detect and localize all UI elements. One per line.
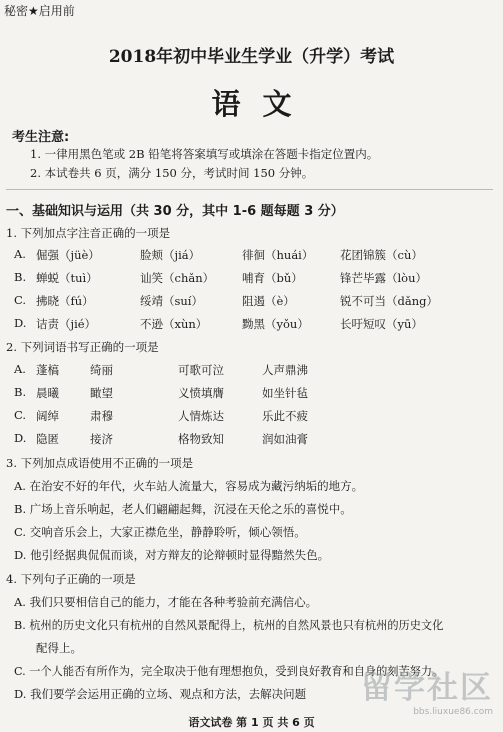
option-cell: 蝉蜕（tuì） — [36, 271, 98, 285]
option-cell: 润如油膏 — [262, 432, 308, 446]
option-cell: 锐不可当（dǎng） — [340, 294, 438, 308]
notice-heading: 考生注意: — [12, 130, 70, 145]
question-stem: 3. 下列加点成语使用不正确的一项是 — [6, 456, 194, 470]
option-cell: 拂晓（fú） — [36, 294, 94, 308]
option-cell: 诘责（jié） — [36, 317, 97, 331]
option-line: C. 一个人能否有所作为，完全取决于他有理想抱负，受到良好教育和自身的刻苦努力。 — [14, 665, 444, 678]
page-footer: 语文试卷 第 1 页 共 6 页 — [188, 716, 315, 729]
question-stem: 4. 下列句子正确的一项是 — [6, 572, 136, 586]
option-cell: 肃穆 — [90, 409, 113, 423]
option-cell: 锋芒毕露（lòu） — [340, 271, 428, 285]
option-label: C. — [14, 293, 27, 307]
option-cell: 花团锦簇（cù） — [340, 248, 423, 262]
option-label: A. — [14, 362, 26, 376]
question-stem: 1. 下列加点字注音正确的一项是 — [6, 226, 171, 240]
option-line-continuation: 配得上。 — [36, 641, 82, 655]
option-line: B. 广场上音乐响起，老人们翩翩起舞，沉浸在天伦之乐的喜悦中。 — [14, 502, 352, 516]
option-label: B. — [14, 270, 27, 284]
option-cell: 长吁短叹（yū） — [340, 317, 423, 331]
option-label: C. — [14, 408, 27, 422]
option-cell: 隐匿 — [36, 432, 59, 446]
option-cell: 人情炼达 — [178, 409, 224, 423]
option-cell: 绥靖（suí） — [140, 294, 203, 308]
option-line: B. 杭州的历史文化只有杭州的自然风景配得上，杭州的自然风景也只有杭州的历史文化 — [14, 619, 444, 632]
option-cell: 人声鼎沸 — [262, 363, 308, 377]
option-cell: 讪笑（chǎn） — [140, 271, 215, 285]
question-stem: 2. 下列词语书写正确的一项是 — [6, 340, 159, 354]
watermark-logo-text: 留学社区 — [361, 670, 493, 706]
option-line: A. 在治安不好的年代，火车站人流量大，容易成为藏污纳垢的地方。 — [14, 479, 364, 493]
subject-title: 语文 — [211, 87, 314, 121]
option-line: D. 他引经据典侃侃而谈，对方辩友的论辩顿时显得黯然失色。 — [14, 548, 330, 562]
option-label: B. — [14, 385, 27, 399]
option-cell: 如坐针毡 — [262, 386, 308, 400]
option-cell: 义愤填膺 — [178, 386, 224, 400]
notice-item: 2. 本试卷共 6 页，满分 150 分，考试时间 150 分钟。 — [30, 166, 314, 180]
watermark — [361, 662, 493, 717]
option-cell: 哺育（bǔ） — [242, 271, 303, 285]
option-cell: 乐此不疲 — [262, 409, 308, 423]
secret-label: 秘密★启用前 — [4, 4, 75, 18]
option-cell: 阻遏（è） — [242, 294, 295, 308]
option-cell: 脸颊（jiá） — [140, 248, 201, 262]
option-cell: 不逊（xùn） — [140, 317, 208, 331]
option-line: C. 交响音乐会上，大家正襟危坐，静静聆听，倾心领悟。 — [14, 525, 306, 539]
option-label: A. — [14, 247, 26, 261]
option-label: D. — [14, 316, 27, 330]
option-line: A. 我们只要相信自己的能力，才能在各种考验前充满信心。 — [14, 595, 318, 609]
option-cell: 格物致知 — [178, 432, 224, 446]
option-cell: 晨曦 — [36, 386, 59, 400]
option-label: D. — [14, 431, 27, 445]
option-cell: 蓬槁 — [36, 363, 59, 377]
section-heading: 一、基础知识与运用（共 30 分，其中 1-6 题每题 3 分） — [6, 204, 344, 219]
option-cell: 瞰望 — [90, 386, 113, 400]
option-cell: 可歌可泣 — [178, 363, 224, 377]
exam-title: 2018年初中毕业生学业（升学）考试 — [108, 47, 395, 67]
option-cell: 阔绰 — [36, 409, 59, 423]
notice-item: 1. 一律用黑色笔或 2B 铅笔将答案填写或填涂在答题卡指定位置内。 — [30, 147, 379, 161]
option-cell: 倔强（jüè） — [36, 248, 100, 262]
option-cell: 绮丽 — [90, 363, 113, 377]
section-divider — [6, 189, 493, 190]
option-cell: 接济 — [90, 432, 113, 446]
option-line: D. 我们要学会运用正确的立场、观点和方法，去解决问题 — [14, 687, 307, 701]
watermark-url: bbs.liuxue86.com — [413, 707, 493, 717]
option-cell: 黝黑（yǒu） — [242, 317, 309, 331]
option-cell: 徘徊（huái） — [242, 248, 314, 262]
